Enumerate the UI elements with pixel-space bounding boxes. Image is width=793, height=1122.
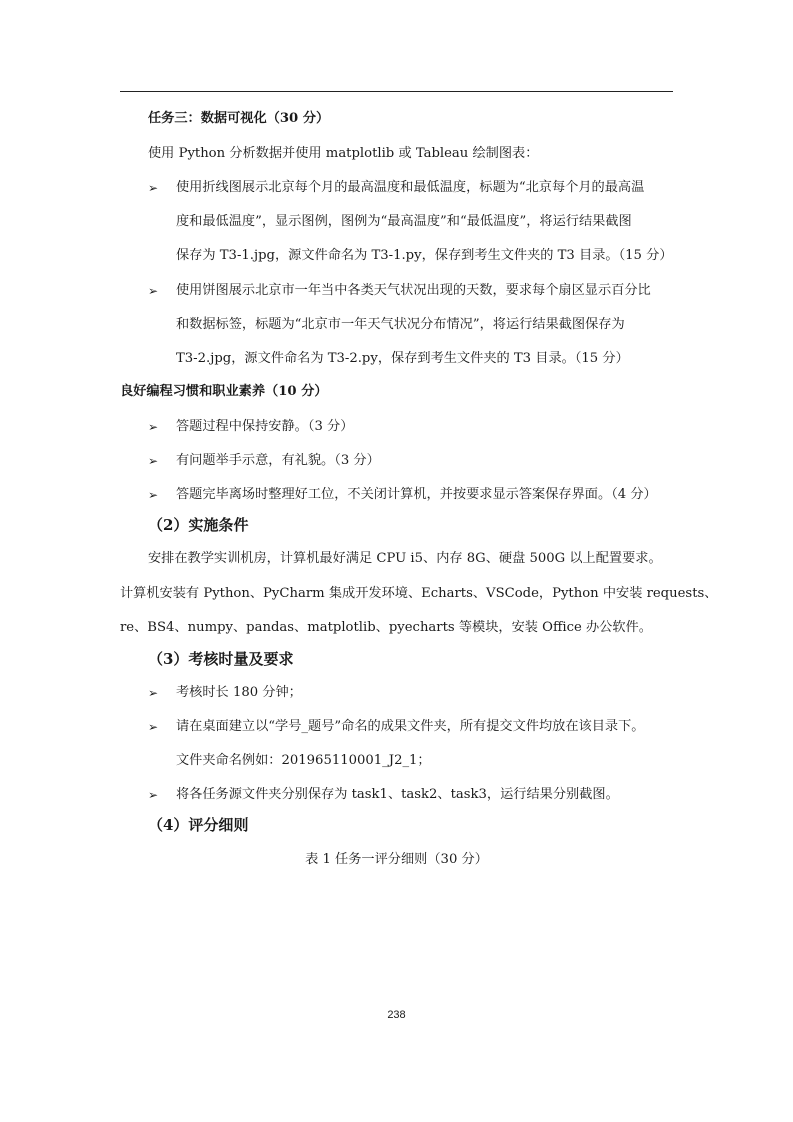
habits-item-3: 答题完毕离场时整理好工位，不关闭计算机，并按要求显示答案保存界面。（4 分） <box>176 487 657 502</box>
task3-item2-line3: T3-2.jpg，源文件命名为 T3-2.py，保存到考生文件夹的 T3 目录。（15 分） <box>176 351 629 366</box>
conditions-line-3: re、BS4、numpy、pandas、matplotlib、pyecharts 等模块，安装 Office 办公软件。 <box>120 620 652 635</box>
task3-item2-line2: 和数据标签，标题为“北京市一年天气状况分布情况”，将运行结果截图保存为 <box>176 317 625 332</box>
table-caption: 表 1 任务一评分细则（30 分） <box>305 852 488 867</box>
time-item-2-line1: 请在桌面建立以“学号_题号”命名的成果文件夹，所有提交文件均放在该目录下。 <box>176 719 645 734</box>
time-item-1: 考核时长 180 分钟； <box>176 685 302 700</box>
habits-item-1: 答题过程中保持安静。（3 分） <box>176 419 354 434</box>
page-number: 238 <box>387 1009 406 1021</box>
task3-item1-line1: 使用折线图展示北京每个月的最高温度和最低温度，标题为“北京每个月的最高温 <box>176 180 645 195</box>
arrow-bullet-icon: ➢ <box>148 181 159 195</box>
conditions-line-2: 计算机安装有 Python、PyCharm 集成开发环境、Echarts、VSCode，Python 中安装 requests、 <box>120 586 718 601</box>
header-rule <box>120 91 673 92</box>
task3-intro: 使用 Python 分析数据并使用 matplotlib 或 Tableau 绘制图表： <box>148 146 539 161</box>
conditions-heading: （2）实施条件 <box>148 516 249 534</box>
arrow-bullet-icon: ➢ <box>148 686 159 700</box>
habits-heading: 良好编程习惯和职业素养（10 分） <box>120 384 328 399</box>
arrow-bullet-icon: ➢ <box>148 488 159 502</box>
arrow-bullet-icon: ➢ <box>148 454 159 468</box>
task3-item1-line2: 度和最低温度”，显示图例，图例为“最高温度”和“最低温度”，将运行结果截图 <box>176 214 632 229</box>
arrow-bullet-icon: ➢ <box>148 284 159 298</box>
scoring-heading: （4）评分细则 <box>148 816 249 834</box>
task3-heading: 任务三：数据可视化（30 分） <box>148 111 330 126</box>
time-item-2-line2: 文件夹命名例如：201965110001_J2_1； <box>176 753 431 768</box>
task3-item2-line1: 使用饼图展示北京市一年当中各类天气状况出现的天数，要求每个扇区显示百分比 <box>176 283 651 298</box>
time-heading: （3）考核时量及要求 <box>148 650 294 668</box>
task3-item1-line3: 保存为 T3-1.jpg，源文件命名为 T3-1.py，保存到考生文件夹的 T3 目录。（15 分） <box>176 248 673 263</box>
arrow-bullet-icon: ➢ <box>148 720 159 734</box>
time-item-3: 将各任务源文件夹分别保存为 task1、task2、task3，运行结果分别截图。 <box>176 787 619 802</box>
habits-item-2: 有问题举手示意，有礼貌。（3 分） <box>176 453 380 468</box>
arrow-bullet-icon: ➢ <box>148 420 159 434</box>
conditions-line-1: 安排在教学实训机房，计算机最好满足 CPU i5、内存 8G、硬盘 500G 以上配置要求。 <box>148 551 662 566</box>
arrow-bullet-icon: ➢ <box>148 788 159 802</box>
